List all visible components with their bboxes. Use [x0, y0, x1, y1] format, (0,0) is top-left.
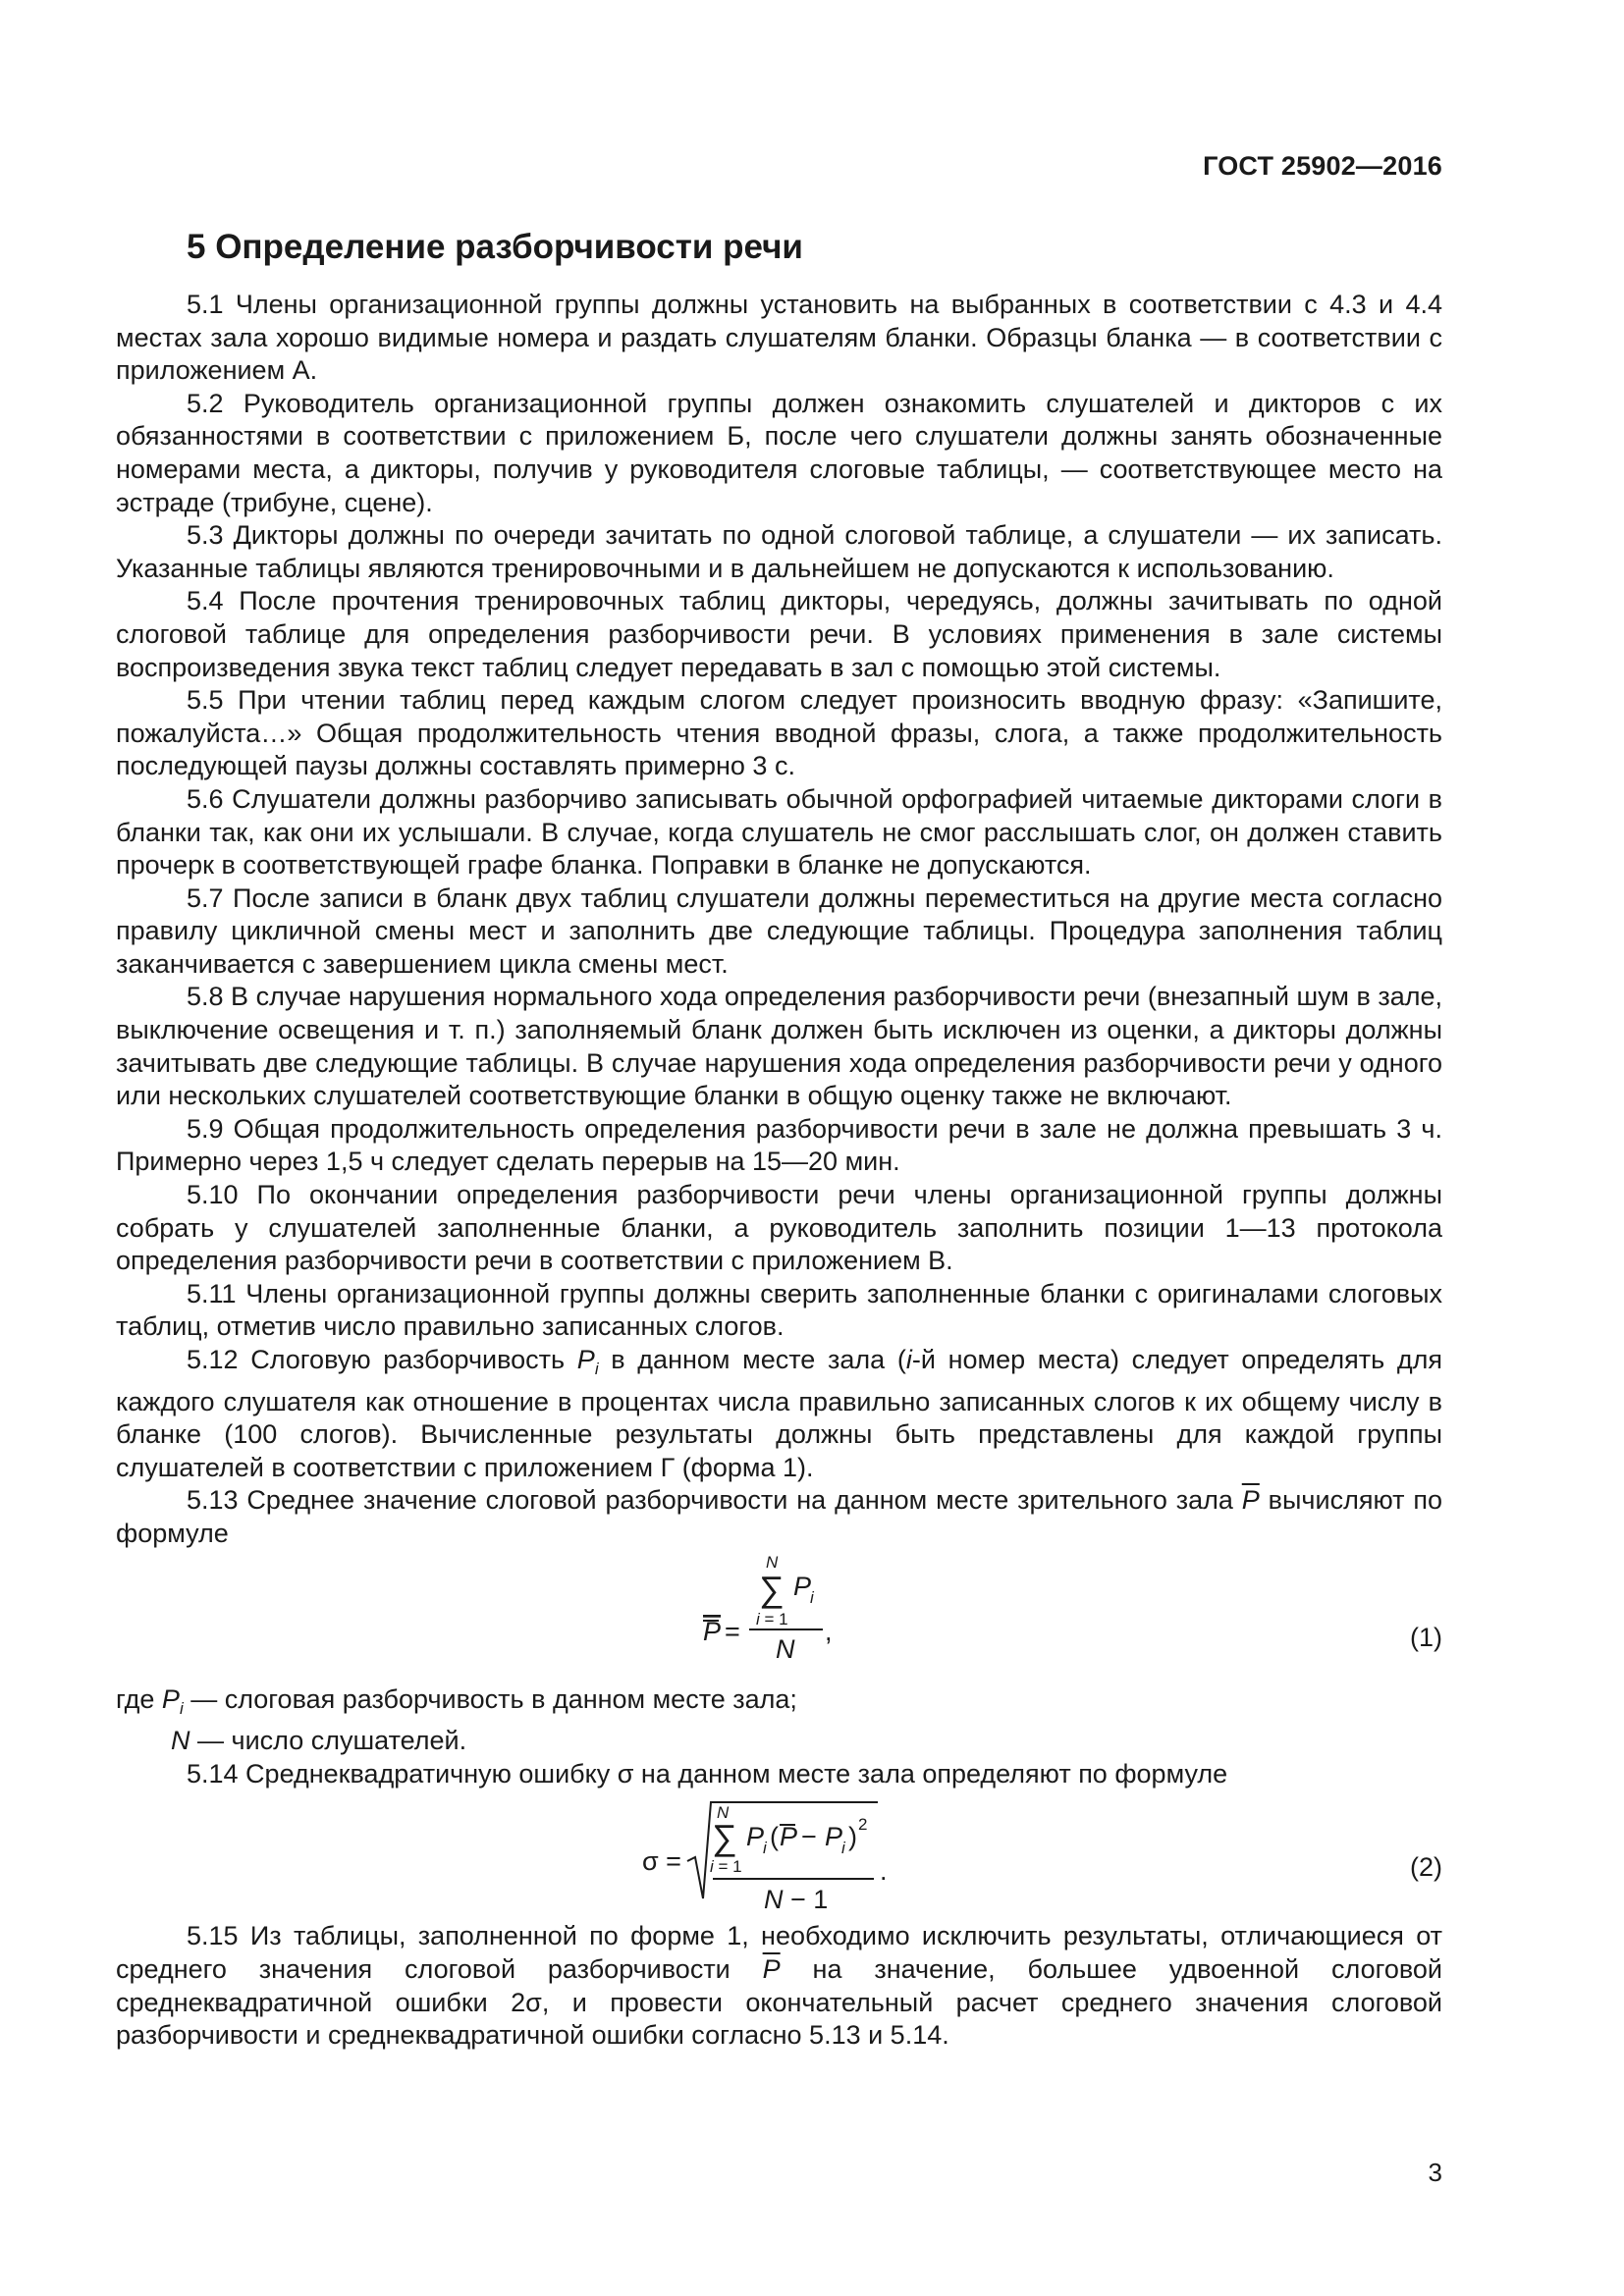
formula-1-number: (1): [1410, 1622, 1442, 1652]
paragraph-5-12: [116, 1344, 1442, 1484]
svg-text:i: i: [841, 1839, 845, 1858]
paragraph-5-2: 5.2 Руководитель организационной группы должен ознакомить слушателей и дикторов с их обязанностями в соответствии с приложением Б, после чего слушатели должны занять обозначенные номерами места, а дикторы, получив у руководителя слоговые таблицы, — соответствующее место на эстраде (трибуне, сцене).: [116, 388, 1442, 517]
svg-text:i: i: [763, 1839, 767, 1858]
svg-text:i = 1: i = 1: [710, 1857, 742, 1877]
paragraph-5-3: 5.3 Дикторы должны по очереди зачитать по одной слоговой таблице, а слушатели — их записать. Указанные таблицы являются тренировочными и в дальнейшем не допускаются к использованию.: [116, 520, 1442, 583]
text-run: в данном месте зала (: [598, 1345, 906, 1374]
text-run: вычисляют по формуле: [116, 1485, 1442, 1548]
svg-text:(: (: [770, 1822, 779, 1852]
text-run: 5.15 Из таблицы, заполненной по форме 1, необходимо исключить результаты, отличающиеся от среднего значения слоговой разборчивости: [116, 1921, 1442, 1984]
paragraph-5-10: 5.10 По окончании определения разборчивости речи члены организационной группы должны собрать у слушателей заполненные бланки, а руководитель заполнить позиции 1—13 протокола определения разборчивости речи в соответствии с приложением В.: [116, 1180, 1442, 1276]
svg-text:P: P: [825, 1822, 843, 1852]
text-run: 5.12 Слоговую разборчивость: [187, 1345, 577, 1374]
svg-text:): ): [848, 1822, 857, 1852]
paragraph-5-14: 5.14 Среднеквадратичную ошибку σ на данном месте зала определяют по формуле: [187, 1758, 1228, 1789]
text-run: — число слушателей.: [189, 1726, 467, 1756]
svg-text:∑: ∑: [712, 1817, 737, 1858]
svg-text:P: P: [793, 1571, 812, 1601]
svg-text:N: N: [776, 1633, 795, 1664]
where-line-1: [116, 1683, 1442, 1726]
section-body: [116, 289, 1442, 2053]
symbol-p: P: [161, 1683, 180, 1714]
paragraph-5-1: 5.1 Члены организационной группы должны установить на выбранных в соответствии с 4.3 и 4.4 местах зала хорошо видимые номера и раздать слушателям бланки. Образцы бланка — в соответствии с приложением А.: [116, 290, 1442, 386]
text-run: -й номер места) следует определять для каждого слушателя как отношение в процентах числа правильно записанных слогов к их общему числу в бланке (100 слогов). Вычисленные результаты должны быть представлены для каждой группы слушателей в соответствии с приложением Г (форма 1).: [116, 1345, 1442, 1482]
page-number: 3: [1428, 2158, 1442, 2187]
paragraph-5-11: 5.11 Члены организационной группы должны сверить заполненные бланки с оригиналами слоговых таблиц, отметив число правильно записанных слогов.: [116, 1278, 1442, 1342]
paragraph-5-13: [116, 1484, 1442, 1550]
symbol-p-bar: $\overline{P}$: [762, 1953, 781, 1984]
symbol-n: N: [171, 1726, 190, 1756]
svg-text:i = 1: i = 1: [756, 1609, 788, 1629]
paragraph-5-9: 5.9 Общая продолжительность определения разборчивости речи в зале не должна превышать 3 ч. Примерно через 1,5 ч следует сделать перерыв на 15—20 мин.: [116, 1113, 1442, 1177]
symbol-p-bar: $\overline{P}$: [1241, 1485, 1260, 1516]
svg-text:2: 2: [858, 1815, 868, 1835]
svg-text:P: P: [703, 1616, 722, 1646]
document-number-header: ГОСТ 25902—2016: [1203, 151, 1442, 181]
symbol-p: P: [576, 1345, 595, 1374]
svg-text:N: N: [766, 1552, 779, 1572]
svg-text:N: N: [717, 1803, 730, 1823]
svg-text:i: i: [810, 1587, 814, 1607]
svg-text:,: ,: [825, 1616, 833, 1646]
svg-text:∑: ∑: [759, 1568, 785, 1609]
symbol-i: i: [905, 1345, 912, 1374]
svg-text:σ =: σ =: [642, 1846, 681, 1877]
svg-text:N − 1: N − 1: [764, 1885, 829, 1915]
paragraph-5-6: 5.6 Слушатели должны разборчиво записывать обычной орфографией читаемые дикторами слоги в бланки так, как они их услышали. В случае, когда слушатель не смог расслышать слог, он должен ставить прочерк в соответствующей графе бланка. Поправки в бланке не допускаются.: [116, 783, 1442, 881]
text-run: 5.13 Среднее значение слоговой разборчивости на данном месте зрительного зала: [187, 1485, 1242, 1516]
paragraph-5-15: [116, 1920, 1442, 2052]
svg-text:P: P: [746, 1822, 765, 1852]
svg-text:P: P: [780, 1822, 798, 1852]
formula-2: [116, 1790, 1442, 1920]
svg-text:=: =: [725, 1616, 740, 1646]
paragraph-5-4: 5.4 После прочтения тренировочных таблиц дикторы, чередуясь, должны зачитывать по одной слоговой таблице для определения разборчивости речи. В условиях применения в зале системы воспроизведения звука текст таблиц следует передавать в зал с помощью этой системы.: [116, 586, 1442, 682]
formula-2-number: (2): [1410, 1852, 1442, 1883]
formula-2-graphic: [116, 1790, 1442, 1920]
text-run: на значение, большее удвоенной слоговой среднеквадратичной ошибки 2σ, и провести окончательный расчет среднего значения слоговой разборчивости и среднеквадратичной ошибки согласно 5.13 и 5.14.: [116, 1953, 1442, 2051]
subscript-i: i: [179, 1698, 184, 1718]
svg-text:−: −: [801, 1822, 817, 1852]
section-title: 5 Определение разборчивости речи: [187, 228, 803, 266]
paragraph-5-7: 5.7 После записи в бланк двух таблиц слушатели должны переместиться на другие места согласно правилу цикличной смены мест и заполнить две следующие таблицы. Процедура заполнения таблиц заканчивается с завершением цикла смены мест.: [116, 882, 1442, 979]
text-run: где: [116, 1683, 162, 1714]
formula-1: [116, 1551, 1442, 1683]
subscript-i: i: [594, 1360, 599, 1378]
text-run: — слоговая разборчивость в данном месте зала;: [183, 1683, 797, 1714]
paragraph-5-5: 5.5 При чтении таблиц перед каждым слогом следует произносить вводную фразу: «Запишите, пожалуйста…» Общая продолжительность чтения вводной фразы, слога, а также продолжительность последующей паузы должны составлять примерно 3 с.: [116, 685, 1442, 781]
svg-text:.: .: [880, 1856, 888, 1887]
formula-1-graphic: [116, 1551, 1442, 1683]
where-line-2: [116, 1725, 1442, 1758]
paragraph-5-8: 5.8 В случае нарушения нормального хода определения разборчивости речи (внезапный шум в зале, выключение освещения и т. п.) заполняемый бланк должен быть исключен из оценки, а дикторы должны зачитывать две следующие таблицы. В случае нарушения хода определения разборчивости речи у одного или нескольких слушателей соответствующие бланки в общую оценку также не включают.: [116, 982, 1442, 1111]
